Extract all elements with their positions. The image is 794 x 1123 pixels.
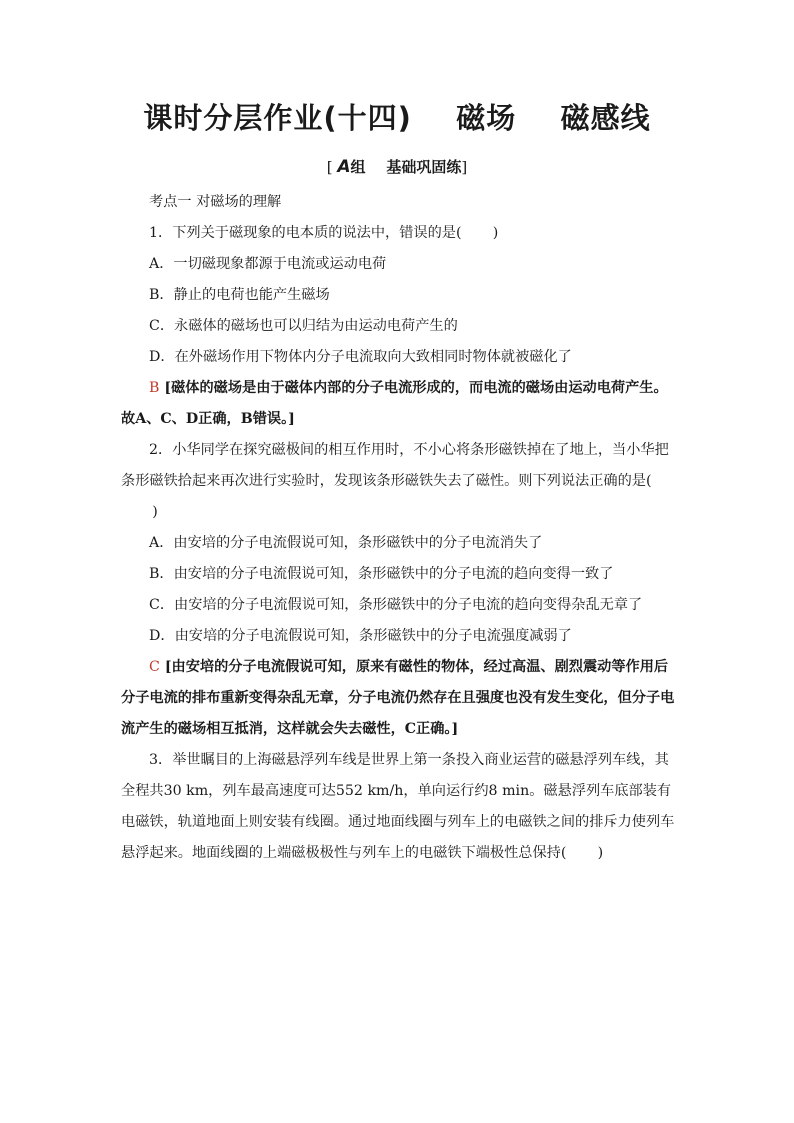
question-1-stem: 1．下列关于磁现象的电本质的说法中，错误的是( ) (149, 225, 499, 241)
bracket-close: ] (461, 158, 468, 176)
answer-letter: B (149, 380, 160, 396)
section-heading: 考点一 对磁场的理解 (149, 194, 282, 210)
exercise-body (121, 187, 677, 869)
question-3-stem: 3．举世瞩目的上海磁悬浮列车线是世界上第一条投入商业运营的磁悬浮列车线，其全程共30 km，列车最高速度可达552 km/h，单向运行约8 min。磁悬浮列车底部装有电磁铁，轨道地面上则安装有线圈。通过地面线圈与列车上的电磁铁之间的排斥力使列车悬浮起来。地面线圈的上端磁极极性与列车上的电磁铁下端极性总保持( ) (121, 752, 675, 861)
page-title: 课时分层作业(十四) 磁场 磁感线 (143, 101, 651, 135)
question-1-option-a: A．一切磁现象都源于电流或运动电荷 (149, 256, 387, 272)
question-2-stem: 2．小华同学在探究磁极间的相互作用时，不小心将条形磁铁掉在了地上，当小华把条形磁铁拾起来再次进行实验时，发现该条形磁铁失去了磁性。则下列说法正确的是() (121, 442, 669, 520)
question-1-option-b: B．静止的电荷也能产生磁场 (149, 287, 330, 303)
question-1-option-c: C．永磁体的磁场也可以归结为由运动电荷产生的 (149, 318, 458, 334)
question-2-option-a: A．由安培的分子电流假说可知，条形磁铁中的分子电流消失了 (149, 535, 543, 551)
question-2-option-d: D．由安培的分子电流假说可知，条形磁铁中的分子电流强度减弱了 (149, 628, 572, 644)
question-2-answer: C [由安培的分子电流假说可知，原来有磁性的物体，经过高温、剧烈震动等作用后分子电流的排布重新变得杂乱无章，分子电流仍然存在且强度也没有发生变化，但分子电流产生的磁场相互抵消，这样就会失去磁性，C正确。] (121, 659, 675, 737)
group-label: 组 基础巩固练 (350, 158, 462, 176)
question-2-option-c: C．由安培的分子电流假说可知，条形磁铁中的分子电流的趋向变得杂乱无章了 (149, 597, 643, 613)
question-1-answer: B [磁体的磁场是由于磁体内部的分子电流形成的，而电流的磁场由运动电荷产生。故A、C、D正确，B错误。] (121, 380, 668, 427)
bracket-open: [ (326, 158, 333, 176)
question-2-option-b: B．由安培的分子电流假说可知，条形磁铁中的分子电流的趋向变得一致了 (149, 566, 614, 582)
group-letter: A (337, 157, 351, 177)
answer-letter: C (149, 659, 160, 675)
group-heading (0, 156, 794, 177)
question-1-option-d: D．在外磁场作用下物体内分子电流取向大致相同时物体就被磁化了 (149, 349, 572, 365)
